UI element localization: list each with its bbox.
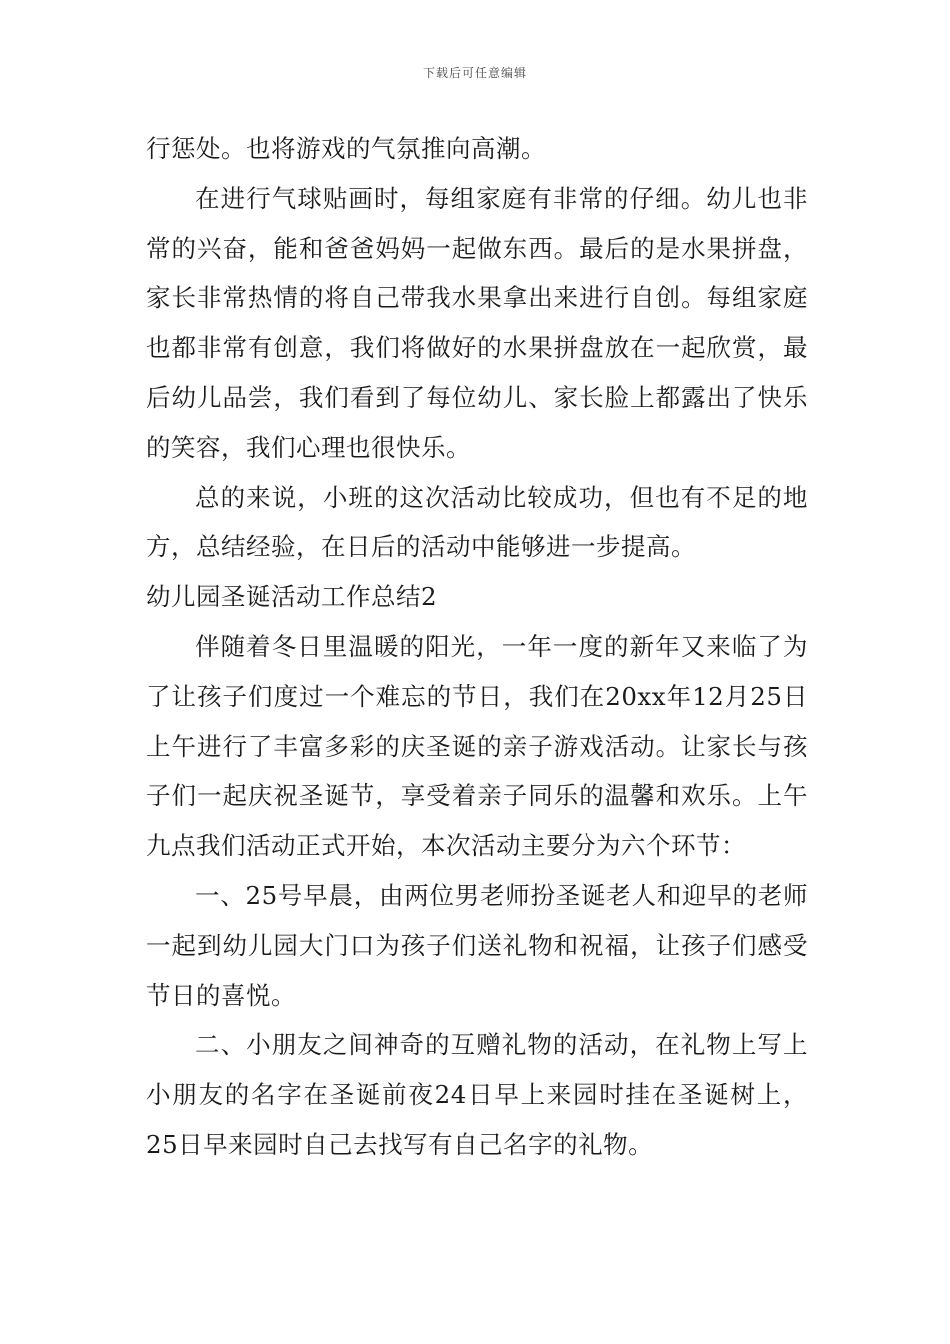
paragraph-item-one: 一、25号早晨，由两位男老师扮圣诞老人和迎早的老师一起到幼儿园大门口为孩子们送礼物和祝福，让孩子们感受节日的喜悦。 [146,880,808,1010]
document-body [146,124,808,1170]
paragraph-intro: 伴随着冬日里温暖的阳光，一年一度的新年又来临了为了让孩子们度过一个难忘的节日，我们在20xx年12月25日上午进行了丰富多彩的庆圣诞的亲子游戏活动。让家长与孩子们一起庆祝圣诞节，享受着亲子同乐的温馨和欢乐。上午九点我们活动正式开始，本次活动主要分为六个环节： [146,631,808,861]
page-header: 下载后可任意编辑 [422,66,527,80]
paragraph-continuation: 行惩处。也将游戏的气氛推向高潮。 [146,134,546,163]
section-title: 幼儿园圣诞活动工作总结2 [146,582,438,612]
paragraph-item-two: 二、小朋友之间神奇的互赠礼物的活动，在礼物上写上小朋友的名字在圣诞前夜24日早上来园时挂在圣诞树上，25日早来园时自己去找写有自己名字的礼物。 [146,1030,808,1159]
paragraph-summary: 总的来说，小班的这次活动比较成功，但也有不足的地方，总结经验，在日后的活动中能够进一步提高。 [146,482,808,562]
paragraph-balloon-activity: 在进行气球贴画时，每组家庭有非常的仔细。幼儿也非常的兴奋，能和爸爸妈妈一起做东西。最后的是水果拼盘，家长非常热情的将自己带我水果拿出来进行自创。每组家庭也都非常有创意，我们将做好的水果拼盘放在一起欣赏，最后幼儿品尝，我们看到了每位幼儿、家长脸上都露出了快乐的笑容，我们心理也很快乐。 [146,183,808,462]
